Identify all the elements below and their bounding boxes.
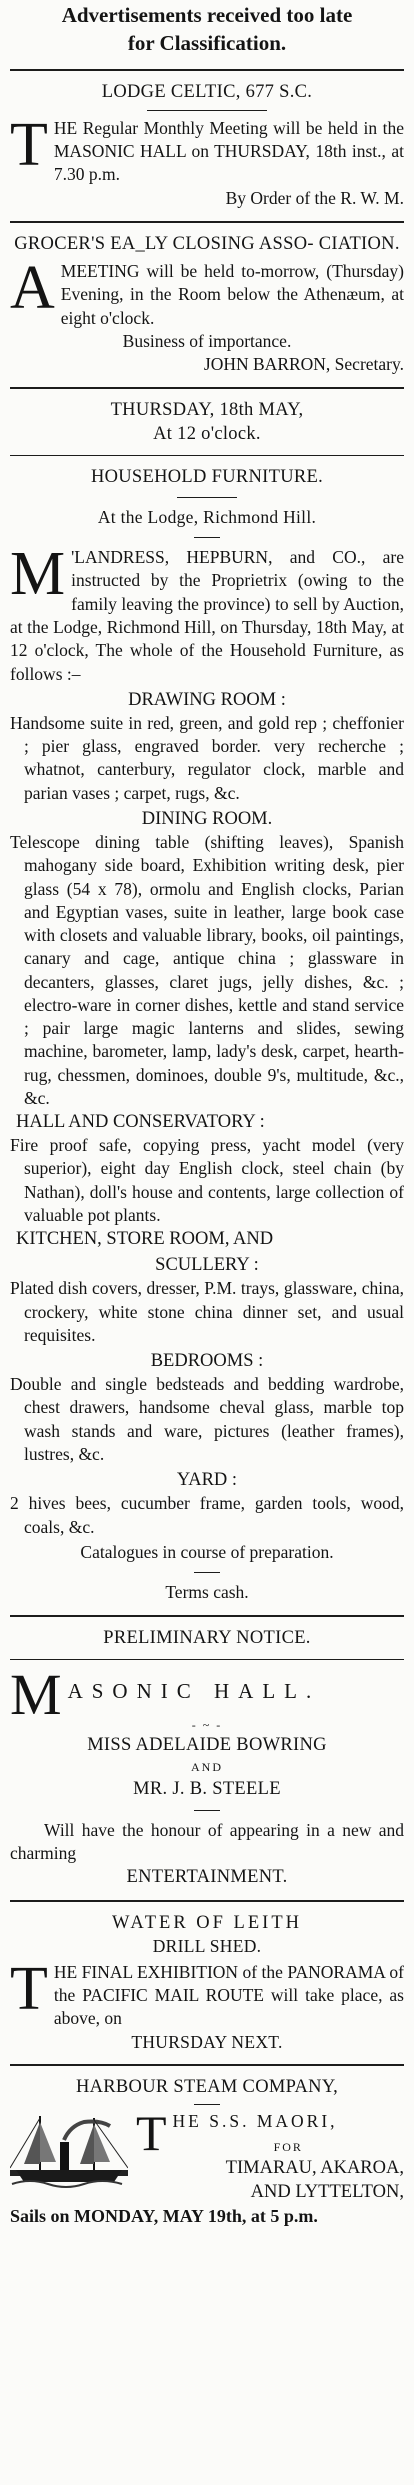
- masonic-hall-title: ASONIC HALL.: [67, 1679, 321, 1704]
- grocers-ad: [10, 232, 404, 376]
- auction-place: At the Lodge, Richmond Hill.: [97, 507, 317, 528]
- divider: [10, 387, 404, 389]
- preliminary-body: Will have the honour of appearing in a new and charming: [10, 1819, 404, 1863]
- lodge-signature: By Order of the R. W. M.: [225, 187, 404, 208]
- divider: [10, 1659, 404, 1660]
- performer-2: MR. J. B. STEELE: [133, 1779, 281, 1800]
- section-header: [10, 2, 404, 58]
- drop-cap: A: [10, 254, 55, 322]
- drawing-room-items: Handsome suite in red, green, and gold rep ; cheffonier ; pier glass, engraved border. very recherche ; whatnot, canterbury, regulator clock, marble and parian vases ; carpet, rugs, &c.: [10, 712, 404, 803]
- sailing-time: Sails on MONDAY, MAY 19th, at 5 p.m.: [10, 2205, 318, 2226]
- entertainment-label: ENTERTAINMENT.: [126, 1867, 288, 1888]
- preliminary-title: PRELIMINARY NOTICE.: [103, 1628, 311, 1649]
- divider: [10, 2064, 404, 2066]
- auction-intro: 'LANDRESS, HEPBURN, and CO., are instructed by the Proprietrix (owing to the family leaving the province) to sell by Auction, at the Lodge, Richmond Hill, on Thursday, 18th May, at 12 o'clock, The whole of the Household Furniture, as follows :–: [10, 547, 404, 684]
- hall-heading: HALL AND CONSERVATORY :: [16, 1112, 265, 1133]
- grocers-body: MEETING will be held to-morrow, (Thursday) Evening, in the Room below the Athenæum, at eight o'clock.: [60, 261, 404, 328]
- drop-cap: T: [136, 2105, 167, 2162]
- harbour-title: HARBOUR STEAM COMPANY,: [75, 2077, 339, 2098]
- auction-date: THURSDAY, 18th MAY,: [110, 400, 304, 421]
- bedrooms-items: Double and single bedsteads and bedding wardrobe, chest drawers, handsome cheval glass, marble top wash stands and ware, pictures (leather frames), lustres, &c.: [10, 1374, 404, 1464]
- lodge-title: LODGE CELTIC, 677 S.C.: [101, 81, 313, 102]
- water-date: THURSDAY NEXT.: [131, 2031, 283, 2052]
- ornament: - ~ -: [191, 1718, 223, 1733]
- water-of-leith-ad: [10, 1911, 404, 2053]
- auction-ad: [10, 398, 404, 1604]
- water-body: HE FINAL EXHIBITION of the PANORAMA of the PACIFIC MAIL ROUTE will take place, as above, on: [53, 1961, 404, 2029]
- lodge-celtic-ad: [10, 80, 404, 210]
- drawing-room-heading: DRAWING ROOM :: [128, 689, 286, 710]
- performer-1: MISS ADELAIDE BOWRING: [87, 1735, 327, 1756]
- divider: [10, 69, 404, 71]
- short-rule: [147, 110, 267, 111]
- bedrooms-heading: BEDROOMS :: [150, 1351, 264, 1372]
- dining-room-items: Telescope dining table (shifting leaves), Spanish mahogany side board, Exhibition writing desk, pier glass (54 x 78), ormolu and English clocks, Parian and Egyptian vases, suite in leather, large book case with closets and valuable library, books, oil paintings, canary and cage, antique china ; glassware in decanters, glasses, claret jugs, jelly dishes, &c. ; electro-ware in corner dishes, kettle and stand service ; pair large magic lanterns and slides, sewing machine, barometer, lamp, lady's desk, carpet, hearth-rug, chessmen, dominoes, double 9's, multitude, &c., &c.: [10, 831, 404, 1108]
- drop-cap: M: [10, 1662, 62, 1728]
- header-line-2: for Classification.: [127, 30, 287, 55]
- steamship-woodcut-icon: [10, 2112, 128, 2190]
- header-line-1: Advertisements received too late: [61, 3, 353, 27]
- short-rule: [194, 1810, 220, 1811]
- harbour-steam-ad: [10, 2075, 404, 2228]
- yard-items: 2 hives bees, cucumber frame, garden tools, wood, coals, &c.: [10, 1493, 404, 1537]
- short-rule: [194, 2104, 220, 2105]
- divider: [10, 455, 404, 456]
- drop-cap: T: [10, 1954, 48, 2023]
- drop-cap: M: [10, 540, 66, 609]
- grocers-title: GROCER'S EA_LY CLOSING ASSO- CIATION.: [14, 233, 400, 254]
- short-rule: [194, 1572, 220, 1573]
- for-label: FOR: [273, 2139, 303, 2154]
- dining-room-heading: DINING ROOM.: [141, 808, 273, 829]
- kitchen-heading-2: SCULLERY :: [155, 1255, 259, 1276]
- hall-items: Fire proof safe, copying press, yacht model (very superior), eight day English clock, steel chain (by Nathan), doll's house and contents, large collection of valuable pot plants.: [10, 1135, 404, 1225]
- water-subtitle: DRILL SHED.: [152, 1936, 262, 1957]
- maori-line: HE S.S. MAORI,: [172, 2111, 338, 2132]
- preliminary-notice-ad: [10, 1626, 404, 1889]
- auction-time: At 12 o'clock.: [153, 424, 261, 445]
- divider: [10, 1615, 404, 1617]
- newspaper-column: [0, 2, 414, 2485]
- destination-line-1: TIMARAU, AKAROA,: [225, 2157, 404, 2178]
- divider: [10, 221, 404, 223]
- destination-line-2: AND LYTTELTON,: [250, 2182, 404, 2203]
- short-rule: [177, 497, 237, 498]
- divider: [10, 1900, 404, 1902]
- water-title: WATER OF LEITH: [112, 1913, 302, 1934]
- drop-cap: T: [10, 110, 48, 179]
- auction-title: HOUSEHOLD FURNITURE.: [90, 467, 324, 488]
- grocers-note: Business of importance.: [122, 330, 292, 351]
- kitchen-items: Plated dish covers, dresser, P.M. trays, glassware, china, crockery, white stone china dinner set, and usual requisites.: [10, 1278, 404, 1345]
- and-label: AND: [191, 1760, 223, 1775]
- lodge-body: HE Regular Monthly Meeting will be held in the MASONIC HALL on THURSDAY, 18th inst., at 7.30 p.m.: [53, 117, 404, 185]
- yard-heading: YARD :: [176, 1470, 238, 1491]
- terms-note: Terms cash.: [165, 1582, 249, 1603]
- kitchen-heading-1: KITCHEN, STORE ROOM, AND: [16, 1229, 274, 1250]
- short-rule: [194, 537, 220, 538]
- grocers-signature: JOHN BARRON, Secretary.: [203, 354, 404, 375]
- catalogues-note: Catalogues in course of preparation.: [80, 1541, 334, 1562]
